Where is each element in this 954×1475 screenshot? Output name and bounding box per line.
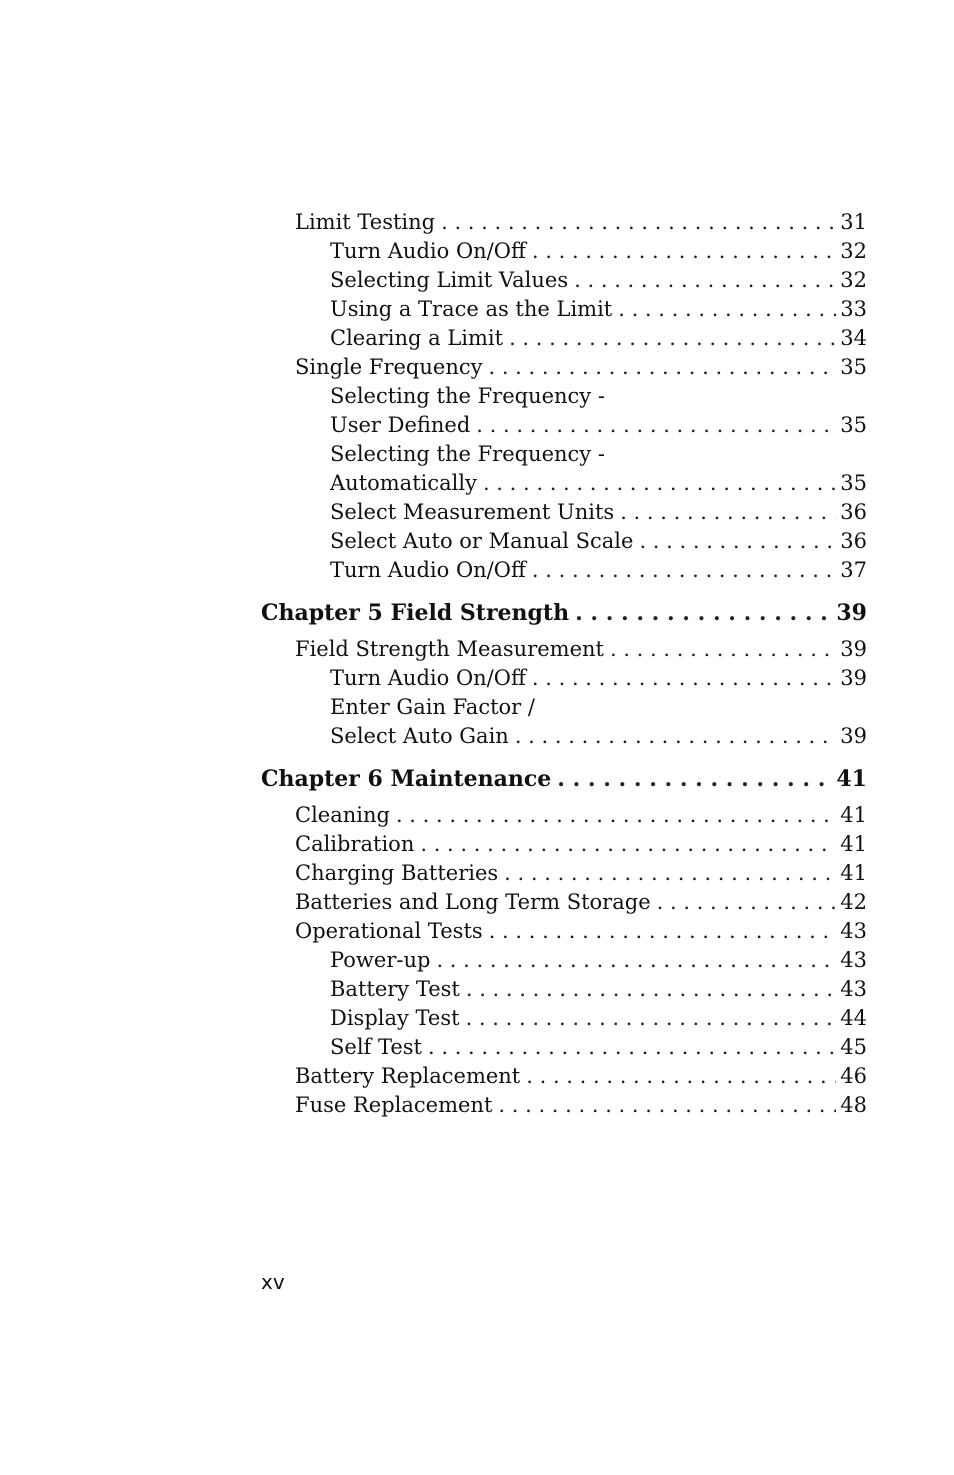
dot-leader [509, 324, 836, 353]
dot-leader [657, 888, 837, 917]
toc-entry-title: Batteries and Long Term Storage [295, 888, 657, 917]
toc-entry-title: User Defined [330, 411, 476, 440]
dot-leader [428, 1033, 836, 1062]
toc-entry-fs-audio[interactable] [261, 664, 867, 693]
dot-leader [532, 237, 836, 266]
toc-entry-limit-audio[interactable] [261, 237, 867, 266]
toc-entry-page: 41 [840, 832, 867, 856]
toc-entry-page: 42 [840, 890, 867, 914]
toc-entry-title: Charging Batteries [295, 859, 504, 888]
toc-entry-page: 35 [840, 355, 867, 379]
dot-leader [396, 801, 836, 830]
toc-chapter-6[interactable] [261, 765, 867, 794]
toc-entry-gain-line2[interactable] [261, 722, 867, 751]
toc-entry-page: 35 [840, 413, 867, 437]
toc-entry-page: 32 [840, 239, 867, 263]
page-number: xv [261, 1270, 285, 1294]
toc-chapter-page: 41 [836, 766, 867, 792]
toc-entry-title: Display Test [330, 1004, 466, 1033]
toc-entry-title: Selecting Limit Values [330, 266, 574, 295]
toc-entry-title: Fuse Replacement [295, 1091, 498, 1120]
dot-leader [476, 411, 836, 440]
toc-entry-title: Self Test [330, 1033, 428, 1062]
toc-entry-title: Enter Gain Factor / [330, 693, 535, 722]
toc-entry-page: 48 [840, 1093, 867, 1117]
toc-entry-select-scale[interactable] [261, 527, 867, 556]
toc-entry-page: 43 [840, 948, 867, 972]
toc-entry-operational-tests[interactable] [261, 917, 867, 946]
dot-leader [489, 917, 837, 946]
dot-leader [420, 830, 836, 859]
dot-leader [620, 498, 836, 527]
toc-entry-limit-values[interactable] [261, 266, 867, 295]
toc-entry-page: 43 [840, 977, 867, 1001]
toc-entry-select-freq-user-line2[interactable] [261, 411, 867, 440]
toc-entry-page: 37 [840, 558, 867, 582]
toc-entry-single-audio[interactable] [261, 556, 867, 585]
toc-entry-field-strength-measurement[interactable] [261, 635, 867, 664]
toc-entry-title: Single Frequency [295, 353, 488, 382]
toc-entry-page: 45 [840, 1035, 867, 1059]
toc-entry-title: Selecting the Frequency - [330, 440, 605, 469]
toc-entry-title: Turn Audio On/Off [330, 664, 532, 693]
toc-entry-page: 35 [840, 471, 867, 495]
toc-entry-title: Battery Replacement [295, 1062, 526, 1091]
toc-entry-charging-batteries[interactable] [261, 859, 867, 888]
dot-leader [557, 765, 832, 794]
toc-entry-cleaning[interactable] [261, 801, 867, 830]
toc-entry-page: 36 [840, 500, 867, 524]
toc-entry-fuse-replacement[interactable] [261, 1091, 867, 1120]
toc-entry-page: 36 [840, 529, 867, 553]
dot-leader [498, 1091, 836, 1120]
dot-leader [504, 859, 836, 888]
dot-leader [488, 353, 836, 382]
toc-entry-title: Select Measurement Units [330, 498, 620, 527]
toc-entry-page: 43 [840, 919, 867, 943]
toc-entry-title: Clearing a Limit [330, 324, 509, 353]
toc-entry-title: Select Auto Gain [330, 722, 515, 751]
toc-entry-title: Turn Audio On/Off [330, 237, 532, 266]
toc-entry-title: Power-up [330, 946, 436, 975]
dot-leader [441, 208, 836, 237]
toc-entry-battery-test[interactable] [261, 975, 867, 1004]
dot-leader [466, 975, 836, 1004]
toc-entry-page: 39 [840, 637, 867, 661]
toc-entry-gain-line1[interactable] [261, 693, 867, 722]
toc-entry-page: 33 [840, 297, 867, 321]
toc-entry-select-freq-auto-line1[interactable] [261, 440, 867, 469]
toc-entry-page: 34 [840, 326, 867, 350]
toc-entry-long-term-storage[interactable] [261, 888, 867, 917]
toc-entry-page: 39 [840, 724, 867, 748]
toc-entry-title: Automatically [330, 469, 483, 498]
dot-leader [532, 556, 836, 585]
toc-chapter-page: 39 [836, 600, 867, 626]
dot-leader [610, 635, 836, 664]
toc-entry-single-frequency[interactable] [261, 353, 867, 382]
toc-entry-title: Battery Test [330, 975, 466, 1004]
toc-entry-page: 31 [840, 210, 867, 234]
toc-entry-page: 32 [840, 268, 867, 292]
toc-entry-select-units[interactable] [261, 498, 867, 527]
toc-entry-select-freq-auto-line2[interactable] [261, 469, 867, 498]
dot-leader [618, 295, 836, 324]
toc-entry-page: 44 [840, 1006, 867, 1030]
toc-entry-battery-replacement[interactable] [261, 1062, 867, 1091]
toc-chapter-title: Chapter 6 Maintenance [261, 765, 557, 794]
toc-entry-title: Selecting the Frequency - [330, 382, 605, 411]
toc-entry-page: 41 [840, 803, 867, 827]
toc-entry-self-test[interactable] [261, 1033, 867, 1062]
toc-entry-title: Operational Tests [295, 917, 489, 946]
toc-entry-title: Field Strength Measurement [295, 635, 610, 664]
toc-entry-display-test[interactable] [261, 1004, 867, 1033]
toc-entry-title: Calibration [295, 830, 420, 859]
dot-leader [639, 527, 836, 556]
toc-chapter-title: Chapter 5 Field Strength [261, 599, 575, 628]
dot-leader [436, 946, 836, 975]
dot-leader [575, 599, 832, 628]
dot-leader [532, 664, 836, 693]
toc-entry-limit-clear[interactable] [261, 324, 867, 353]
toc-entry-limit-trace[interactable] [261, 295, 867, 324]
toc-chapter-5[interactable] [261, 599, 867, 628]
toc-entry-title: Select Auto or Manual Scale [330, 527, 639, 556]
toc-entry-select-freq-user-line1[interactable] [261, 382, 867, 411]
dot-leader [515, 722, 836, 751]
toc-entry-power-up[interactable] [261, 946, 867, 975]
dot-leader [466, 1004, 837, 1033]
dot-leader [574, 266, 836, 295]
toc-entry-calibration[interactable] [261, 830, 867, 859]
toc-entry-page: 46 [840, 1064, 867, 1088]
toc-entry-page: 41 [840, 861, 867, 885]
dot-leader [483, 469, 836, 498]
toc-entry-title: Using a Trace as the Limit [330, 295, 618, 324]
toc-entry-title: Limit Testing [295, 208, 441, 237]
toc-entry-page: 39 [840, 666, 867, 690]
toc-entry-limit-testing[interactable] [261, 208, 867, 237]
table-of-contents [261, 208, 867, 1120]
toc-entry-title: Cleaning [295, 801, 396, 830]
toc-entry-title: Turn Audio On/Off [330, 556, 532, 585]
dot-leader [526, 1062, 836, 1091]
